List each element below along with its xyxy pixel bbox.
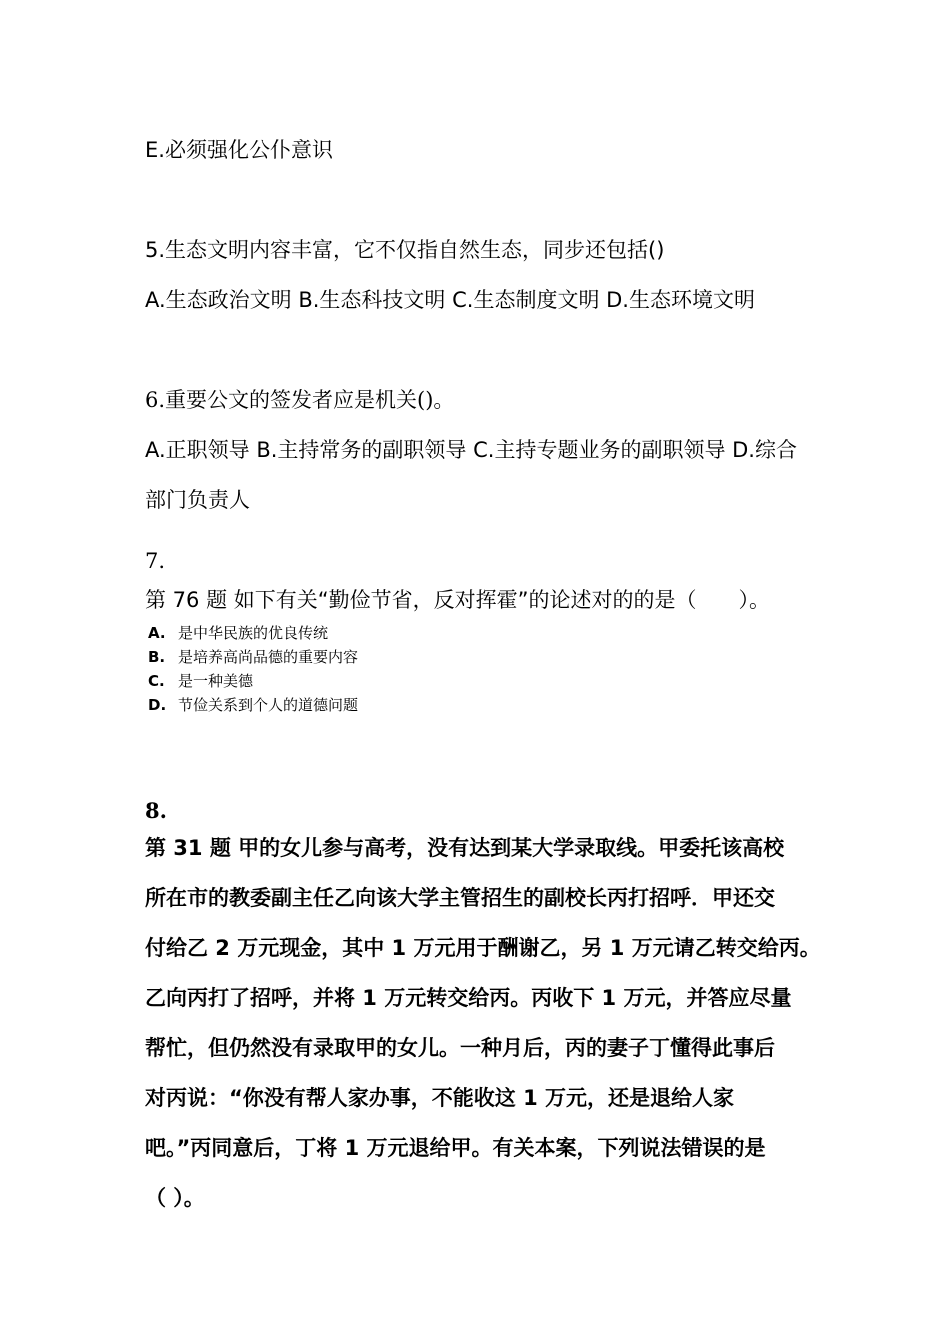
q7-option-letter: D. xyxy=(148,696,167,714)
q6-question: 6.重要公文的签发者应是机关()。 xyxy=(145,388,455,412)
q5-options: A.生态政治文明 B.生态科技文明 C.生态制度文明 D.生态环境文明 xyxy=(145,288,755,312)
q7-number: 7. xyxy=(145,549,166,573)
q7-option-text: 节俭关系到个人的道德问题 xyxy=(178,696,359,714)
q4-option-e: E.必须强化公仆意识 xyxy=(145,138,333,162)
q8-line-3: 付给乙 2 万元现金，其中 1 万元用于酬谢乙，另 1 万元请乙转交给丙。 xyxy=(145,936,821,960)
q7-option-text: 是中华民族的优良传统 xyxy=(178,624,329,642)
q7-option-a xyxy=(148,623,328,643)
q8-line-8: （ ）。 xyxy=(145,1186,205,1210)
q8-line-6: 对丙说：“你没有帮人家办事，不能收这 1 万元，还是退给人家 xyxy=(145,1086,735,1110)
q7-question-text: 第 76 题 如下有关“勤俭节省，反对挥霍”的论述对的的是（ ）。 xyxy=(145,588,771,612)
q8-line-4: 乙向丙打了招呼，并将 1 万元转交给丙。丙收下 1 万元，并答应尽量 xyxy=(145,986,792,1010)
q8-line-2: 所在市的教委副主任乙向该大学主管招生的副校长丙打招呼．甲还交 xyxy=(145,886,775,910)
q7-option-letter: B. xyxy=(148,648,166,666)
q7-option-d xyxy=(148,695,358,715)
q8-line-5: 帮忙，但仍然没有录取甲的女儿。一种月后，丙的妻子丁懂得此事后 xyxy=(145,1036,775,1060)
q6-options: A.正职领导 B.主持常务的副职领导 C.主持专题业务的副职领导 D.综合 xyxy=(145,438,797,462)
q8-number: 8. xyxy=(145,798,167,823)
q6-options-cont: 部门负责人 xyxy=(145,488,250,512)
q7-option-letter: C. xyxy=(148,672,165,690)
q7-question xyxy=(145,587,770,613)
q8-line-1: 第 31 题 甲的女儿参与高考，没有达到某大学录取线。甲委托该高校 xyxy=(145,836,785,860)
q7-option-letter: A. xyxy=(148,624,166,642)
q7-option-text: 是培养高尚品德的重要内容 xyxy=(178,648,359,666)
q7-option-text: 是一种美德 xyxy=(178,672,254,690)
q7-option-b xyxy=(148,647,358,667)
q5-question: 5.生态文明内容丰富，它不仅指自然生态，同步还包括() xyxy=(145,238,665,262)
q8-line-7: 吧。”丙同意后，丁将 1 万元退给甲。有关本案，下列说法错误的是 xyxy=(145,1136,766,1160)
q7-option-c xyxy=(148,671,253,691)
